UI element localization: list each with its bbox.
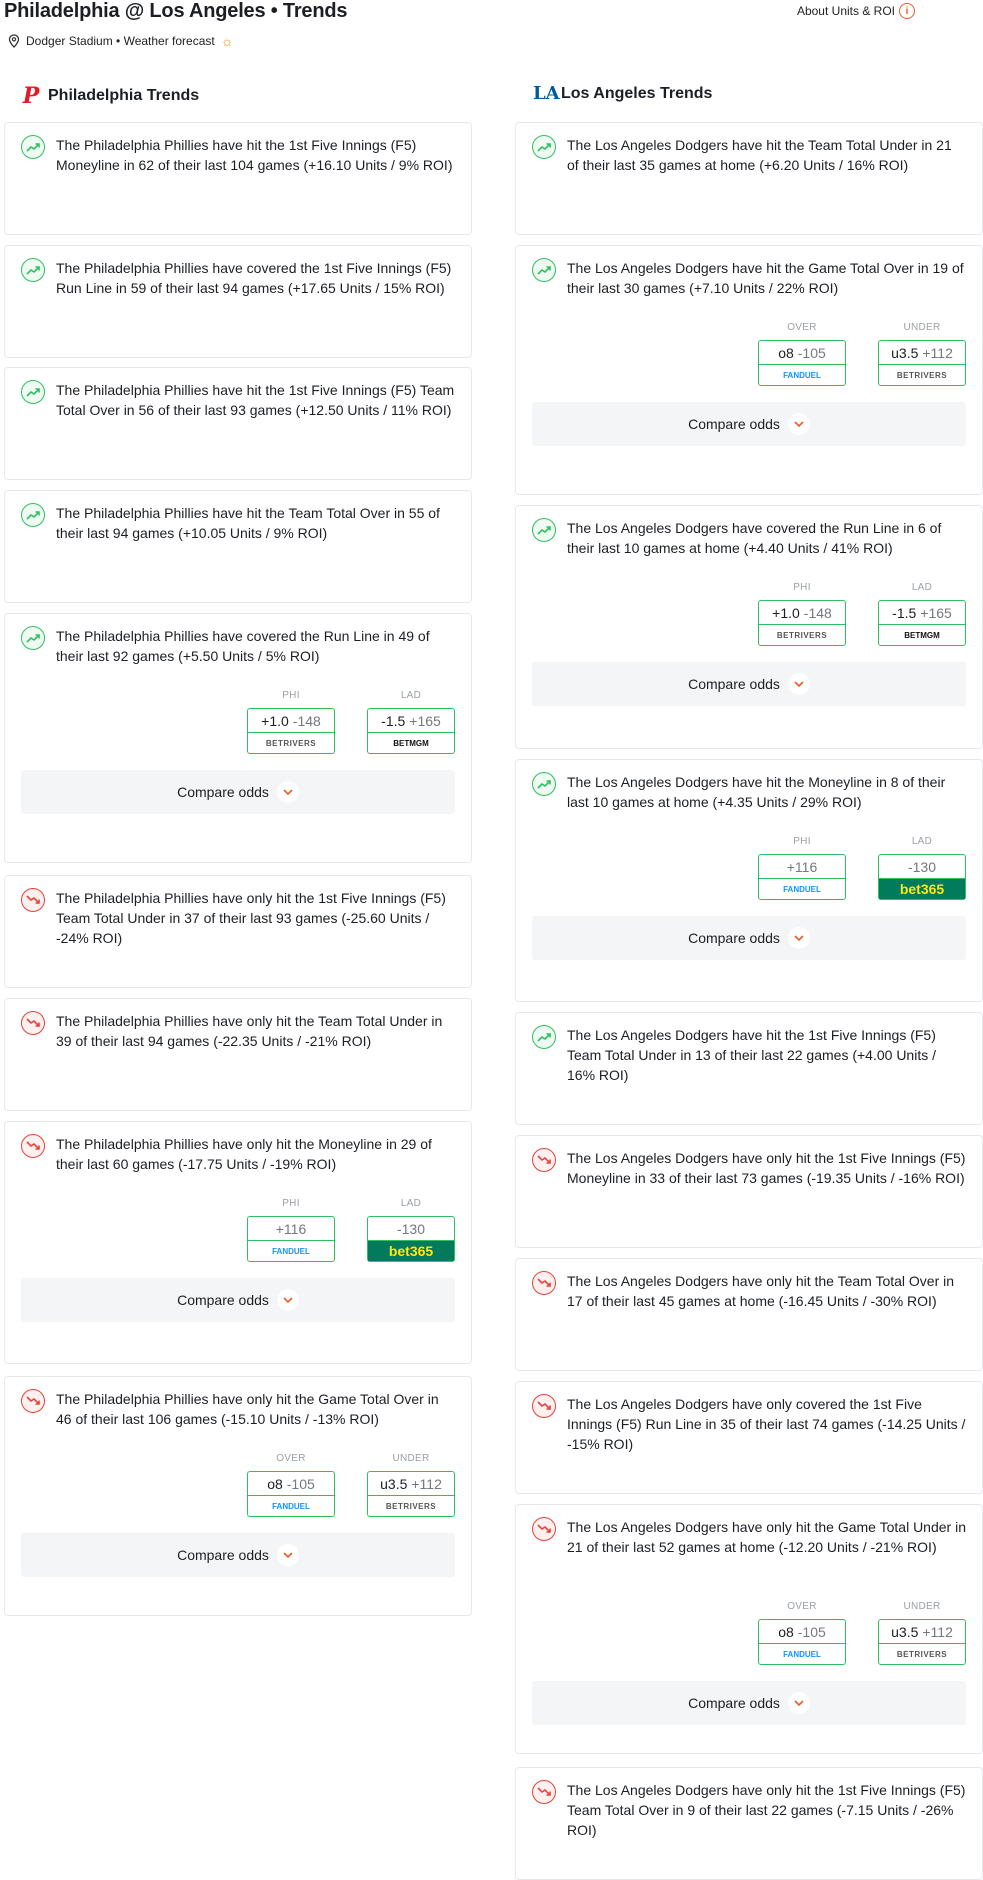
trend-text: The Philadelphia Phillies have only hit the Game Total Over in 46 of their last 106 games (-15.10 Units / -13% ROI) xyxy=(56,1391,439,1427)
chevron-down-icon xyxy=(788,673,810,695)
trend-text: The Los Angeles Dodgers have only hit the Team Total Over in 17 of their last 45 games at home (-16.45 Units / -30% ROI) xyxy=(567,1273,955,1309)
trend-card xyxy=(4,122,472,235)
trend-card xyxy=(4,875,472,988)
sportsbook-logo-fanduel: FANDUEL xyxy=(783,370,821,380)
odds-value xyxy=(759,855,845,879)
trend-down-icon xyxy=(532,1271,556,1295)
venue-line xyxy=(8,33,234,49)
odds-value xyxy=(248,1217,334,1241)
compare-odds-label: Compare odds xyxy=(688,676,780,692)
odds-area xyxy=(247,1198,455,1262)
trend-up-icon xyxy=(532,518,556,542)
trend-text: The Philadelphia Phillies have hit the Team Total Over in 55 of their last 94 games (+10.05 Units / 9% ROI) xyxy=(56,505,440,541)
odds-price: +165 xyxy=(920,604,952,621)
compare-odds-label: Compare odds xyxy=(177,784,269,800)
sun-icon: ☼ xyxy=(220,33,234,49)
venue-text[interactable]: Dodger Stadium • Weather forecast xyxy=(26,34,215,48)
trend-text: The Philadelphia Phillies have hit the 1st Five Innings (F5) Team Total Over in 56 of their last 93 games (+12.50 Units / 11% ROI) xyxy=(56,382,455,418)
odds-area xyxy=(247,690,455,754)
compare-odds-button[interactable] xyxy=(532,916,966,960)
sportsbook-logo-fanduel: FANDUEL xyxy=(783,1649,821,1659)
trend-text: The Philadelphia Phillies have only hit the 1st Five Innings (F5) Team Total Under in 37 of their last 93 games (-25.60 Units / -24% ROI) xyxy=(56,890,446,946)
compare-odds-button[interactable] xyxy=(532,662,966,706)
about-label: About Units & ROI xyxy=(796,4,895,18)
odds-button[interactable] xyxy=(367,708,455,754)
trend-card xyxy=(515,245,983,495)
trend-down-icon xyxy=(21,1389,45,1413)
compare-odds-label: Compare odds xyxy=(177,1292,269,1308)
lad-trends-heading xyxy=(533,83,712,104)
compare-odds-button[interactable] xyxy=(21,1533,455,1577)
trend-card xyxy=(515,1012,983,1125)
trend-text: The Los Angeles Dodgers have hit the Moneyline in 8 of their last 10 games at home (+4.35 Units / 29% ROI) xyxy=(567,774,946,810)
trend-up-icon xyxy=(21,626,45,650)
odds-value xyxy=(879,601,965,625)
odds-button[interactable] xyxy=(247,1216,335,1262)
trend-text: The Philadelphia Phillies have hit the 1st Five Innings (F5) Moneyline in 62 of their last 104 games (+16.10 Units / 9% ROI) xyxy=(56,137,453,173)
odds-value xyxy=(879,1620,965,1644)
trend-text: The Los Angeles Dodgers have only hit the Game Total Under in 21 of their last 52 games at home (-12.20 Units / -21% ROI) xyxy=(567,1519,966,1555)
trend-card xyxy=(515,505,983,749)
trend-down-icon xyxy=(21,1134,45,1158)
odds-column xyxy=(247,690,335,754)
odds-button[interactable] xyxy=(758,854,846,900)
trend-text: The Los Angeles Dodgers have hit the Team Total Under in 21 of their last 35 games at home (+6.20 Units / 16% ROI) xyxy=(567,137,952,173)
odds-button[interactable] xyxy=(878,1619,966,1665)
trend-card xyxy=(515,1767,983,1880)
odds-price: +112 xyxy=(922,344,953,361)
odds-button[interactable] xyxy=(247,1471,335,1517)
odds-line: -1.5 xyxy=(381,712,406,729)
trend-text: The Los Angeles Dodgers have only covered the 1st Five Innings (F5) Run Line in 35 of their last 74 games (-14.25 Units / -15% ROI) xyxy=(567,1396,966,1452)
odds-column xyxy=(878,582,966,646)
dodgers-logo: LA xyxy=(533,83,560,104)
sportsbook-logo-bet365: bet365 xyxy=(368,1241,454,1261)
sportsbook-logo-betrivers: BETRIVERS xyxy=(776,630,828,640)
trend-up-icon xyxy=(21,503,45,527)
location-pin-icon xyxy=(8,34,20,48)
trend-card xyxy=(515,1504,983,1754)
odds-column xyxy=(367,1453,455,1517)
odds-line: +1.0 xyxy=(261,712,289,729)
odds-label: UNDER xyxy=(903,322,941,333)
odds-label: OVER xyxy=(787,1601,817,1612)
odds-label: LAD xyxy=(911,582,933,593)
odds-label: PHI xyxy=(793,582,811,593)
odds-label: UNDER xyxy=(903,1601,941,1612)
trend-up-icon xyxy=(532,772,556,796)
odds-line: +1.0 xyxy=(772,604,800,621)
trend-down-icon xyxy=(532,1517,556,1541)
chevron-down-icon xyxy=(788,1692,810,1714)
chevron-down-icon xyxy=(277,1544,299,1566)
trend-up-icon xyxy=(532,1025,556,1049)
odds-column xyxy=(367,1198,455,1262)
odds-column xyxy=(367,690,455,754)
trend-text: The Los Angeles Dodgers have only hit the 1st Five Innings (F5) Team Total Over in 9 of their last 22 games (-7.15 Units / -26% ROI) xyxy=(567,1782,966,1838)
odds-label: OVER xyxy=(276,1453,306,1464)
odds-column xyxy=(247,1198,335,1262)
odds-button[interactable] xyxy=(367,1471,455,1517)
trend-card xyxy=(515,1135,983,1248)
compare-odds-button[interactable] xyxy=(532,1681,966,1725)
compare-odds-label: Compare odds xyxy=(688,416,780,432)
odds-price: +112 xyxy=(411,1475,442,1492)
odds-label: PHI xyxy=(282,1198,300,1209)
odds-area xyxy=(758,322,966,386)
odds-price: +165 xyxy=(409,712,441,729)
trend-up-icon xyxy=(21,135,45,159)
odds-value xyxy=(759,341,845,365)
odds-button[interactable] xyxy=(878,854,966,900)
odds-area xyxy=(758,1601,966,1665)
trend-card xyxy=(4,613,472,863)
sportsbook-logo-betrivers: BETRIVERS xyxy=(896,1649,948,1659)
odds-button[interactable] xyxy=(758,1619,846,1665)
odds-label: UNDER xyxy=(392,1453,430,1464)
sportsbook-logo-betmgm: BETMGM xyxy=(904,630,940,640)
trend-text: The Philadelphia Phillies have covered the 1st Five Innings (F5) Run Line in 59 of their last 94 games (+17.65 Units / 15% ROI) xyxy=(56,260,452,296)
odds-column xyxy=(878,322,966,386)
odds-label: LAD xyxy=(400,1198,422,1209)
trend-text: The Los Angeles Dodgers have only hit the 1st Five Innings (F5) Moneyline in 33 of their last 73 games (-19.35 Units / -16% ROI) xyxy=(567,1150,966,1186)
sportsbook-logo-betmgm: BETMGM xyxy=(393,738,429,748)
odds-button[interactable] xyxy=(758,340,846,386)
odds-button[interactable] xyxy=(878,340,966,386)
odds-price: -130 xyxy=(396,1220,426,1237)
odds-price: +116 xyxy=(786,858,818,875)
trend-text: The Philadelphia Phillies have only hit the Moneyline in 29 of their last 60 games (-17.75 Units / -19% ROI) xyxy=(56,1136,432,1172)
trend-card xyxy=(515,1258,983,1371)
odds-line: -1.5 xyxy=(892,604,917,621)
trend-down-icon xyxy=(21,1011,45,1035)
trend-text: The Los Angeles Dodgers have hit the Game Total Over in 19 of their last 30 games (+7.10 Units / 22% ROI) xyxy=(567,260,964,296)
odds-label: LAD xyxy=(911,836,933,847)
odds-line: u3.5 xyxy=(891,1623,919,1640)
about-units-roi-link[interactable] xyxy=(797,3,915,19)
odds-button[interactable] xyxy=(758,600,846,646)
lad-heading-text: Los Angeles Trends xyxy=(561,84,713,102)
odds-value xyxy=(248,709,334,733)
odds-label: PHI xyxy=(793,836,811,847)
trend-card xyxy=(4,1376,472,1616)
trend-text: The Los Angeles Dodgers have covered the Run Line in 6 of their last 10 games at home (+4.40 Units / 41% ROI) xyxy=(567,520,942,556)
odds-line: o8 xyxy=(778,344,794,361)
odds-column xyxy=(758,836,846,900)
odds-column xyxy=(878,1601,966,1665)
trend-down-icon xyxy=(532,1394,556,1418)
trend-down-icon xyxy=(532,1148,556,1172)
trend-card xyxy=(4,1121,472,1364)
odds-price: -105 xyxy=(797,1623,826,1640)
chevron-down-icon xyxy=(277,781,299,803)
odds-area xyxy=(758,582,966,646)
odds-price: +116 xyxy=(275,1220,307,1237)
info-icon: i xyxy=(899,3,915,19)
compare-odds-button[interactable] xyxy=(21,1278,455,1322)
compare-odds-label: Compare odds xyxy=(177,1547,269,1563)
compare-odds-button[interactable] xyxy=(21,770,455,814)
trend-text: The Philadelphia Phillies have covered the Run Line in 49 of their last 92 games (+5.50 Units / 5% ROI) xyxy=(56,628,430,664)
odds-column xyxy=(878,836,966,900)
odds-button[interactable] xyxy=(878,600,966,646)
odds-price: -148 xyxy=(803,604,832,621)
phillies-logo: P xyxy=(22,83,40,109)
trend-card xyxy=(515,122,983,235)
odds-line: u3.5 xyxy=(380,1475,408,1492)
odds-column xyxy=(758,582,846,646)
trend-up-icon xyxy=(21,258,45,282)
trend-card xyxy=(515,759,983,1002)
odds-value xyxy=(368,1472,454,1496)
trend-card xyxy=(515,1381,983,1494)
sportsbook-logo-betrivers: BETRIVERS xyxy=(896,370,948,380)
odds-price: +112 xyxy=(922,1623,953,1640)
compare-odds-label: Compare odds xyxy=(688,1695,780,1711)
odds-button[interactable] xyxy=(367,1216,455,1262)
trend-text: The Philadelphia Phillies have only hit the Team Total Under in 39 of their last 94 games (-22.35 Units / -21% ROI) xyxy=(56,1013,443,1049)
trend-up-icon xyxy=(532,258,556,282)
odds-value xyxy=(759,601,845,625)
sportsbook-logo-fanduel: FANDUEL xyxy=(272,1501,310,1511)
phi-heading-text: Philadelphia Trends xyxy=(48,87,200,104)
odds-line: o8 xyxy=(778,1623,794,1640)
sportsbook-logo-bet365: bet365 xyxy=(879,879,965,899)
trend-down-icon xyxy=(21,888,45,912)
odds-column xyxy=(247,1453,335,1517)
odds-label: OVER xyxy=(787,322,817,333)
odds-column xyxy=(758,322,846,386)
odds-price: -105 xyxy=(797,344,826,361)
compare-odds-button[interactable] xyxy=(532,402,966,446)
odds-value xyxy=(879,855,965,879)
odds-price: -148 xyxy=(292,712,321,729)
odds-button[interactable] xyxy=(247,708,335,754)
sportsbook-logo-betrivers: BETRIVERS xyxy=(385,1501,437,1511)
odds-value xyxy=(368,1217,454,1241)
trend-card xyxy=(4,367,472,480)
compare-odds-label: Compare odds xyxy=(688,930,780,946)
odds-line: o8 xyxy=(267,1475,283,1492)
odds-value xyxy=(879,341,965,365)
odds-area xyxy=(758,836,966,900)
trend-up-icon xyxy=(532,135,556,159)
chevron-down-icon xyxy=(788,927,810,949)
odds-line: u3.5 xyxy=(891,344,919,361)
odds-label: LAD xyxy=(400,690,422,701)
page-title: Philadelphia @ Los Angeles • Trends xyxy=(4,0,348,22)
chevron-down-icon xyxy=(788,413,810,435)
chevron-down-icon xyxy=(277,1289,299,1311)
trend-text: The Los Angeles Dodgers have hit the 1st Five Innings (F5) Team Total Under in 13 of their last 22 games (+4.00 Units / 16% ROI) xyxy=(567,1027,936,1083)
odds-column xyxy=(758,1601,846,1665)
odds-price: -105 xyxy=(286,1475,315,1492)
trend-up-icon xyxy=(21,380,45,404)
odds-price: -130 xyxy=(907,858,937,875)
odds-value xyxy=(368,709,454,733)
trend-card xyxy=(4,245,472,358)
sportsbook-logo-fanduel: FANDUEL xyxy=(272,1246,310,1256)
odds-value xyxy=(248,1472,334,1496)
odds-label: PHI xyxy=(282,690,300,701)
trend-card xyxy=(4,490,472,603)
odds-value xyxy=(759,1620,845,1644)
trend-down-icon xyxy=(532,1780,556,1804)
sportsbook-logo-fanduel: FANDUEL xyxy=(783,884,821,894)
trend-card xyxy=(4,998,472,1111)
sportsbook-logo-betrivers: BETRIVERS xyxy=(265,738,317,748)
odds-area xyxy=(247,1453,455,1517)
phi-trends-heading xyxy=(22,83,199,109)
